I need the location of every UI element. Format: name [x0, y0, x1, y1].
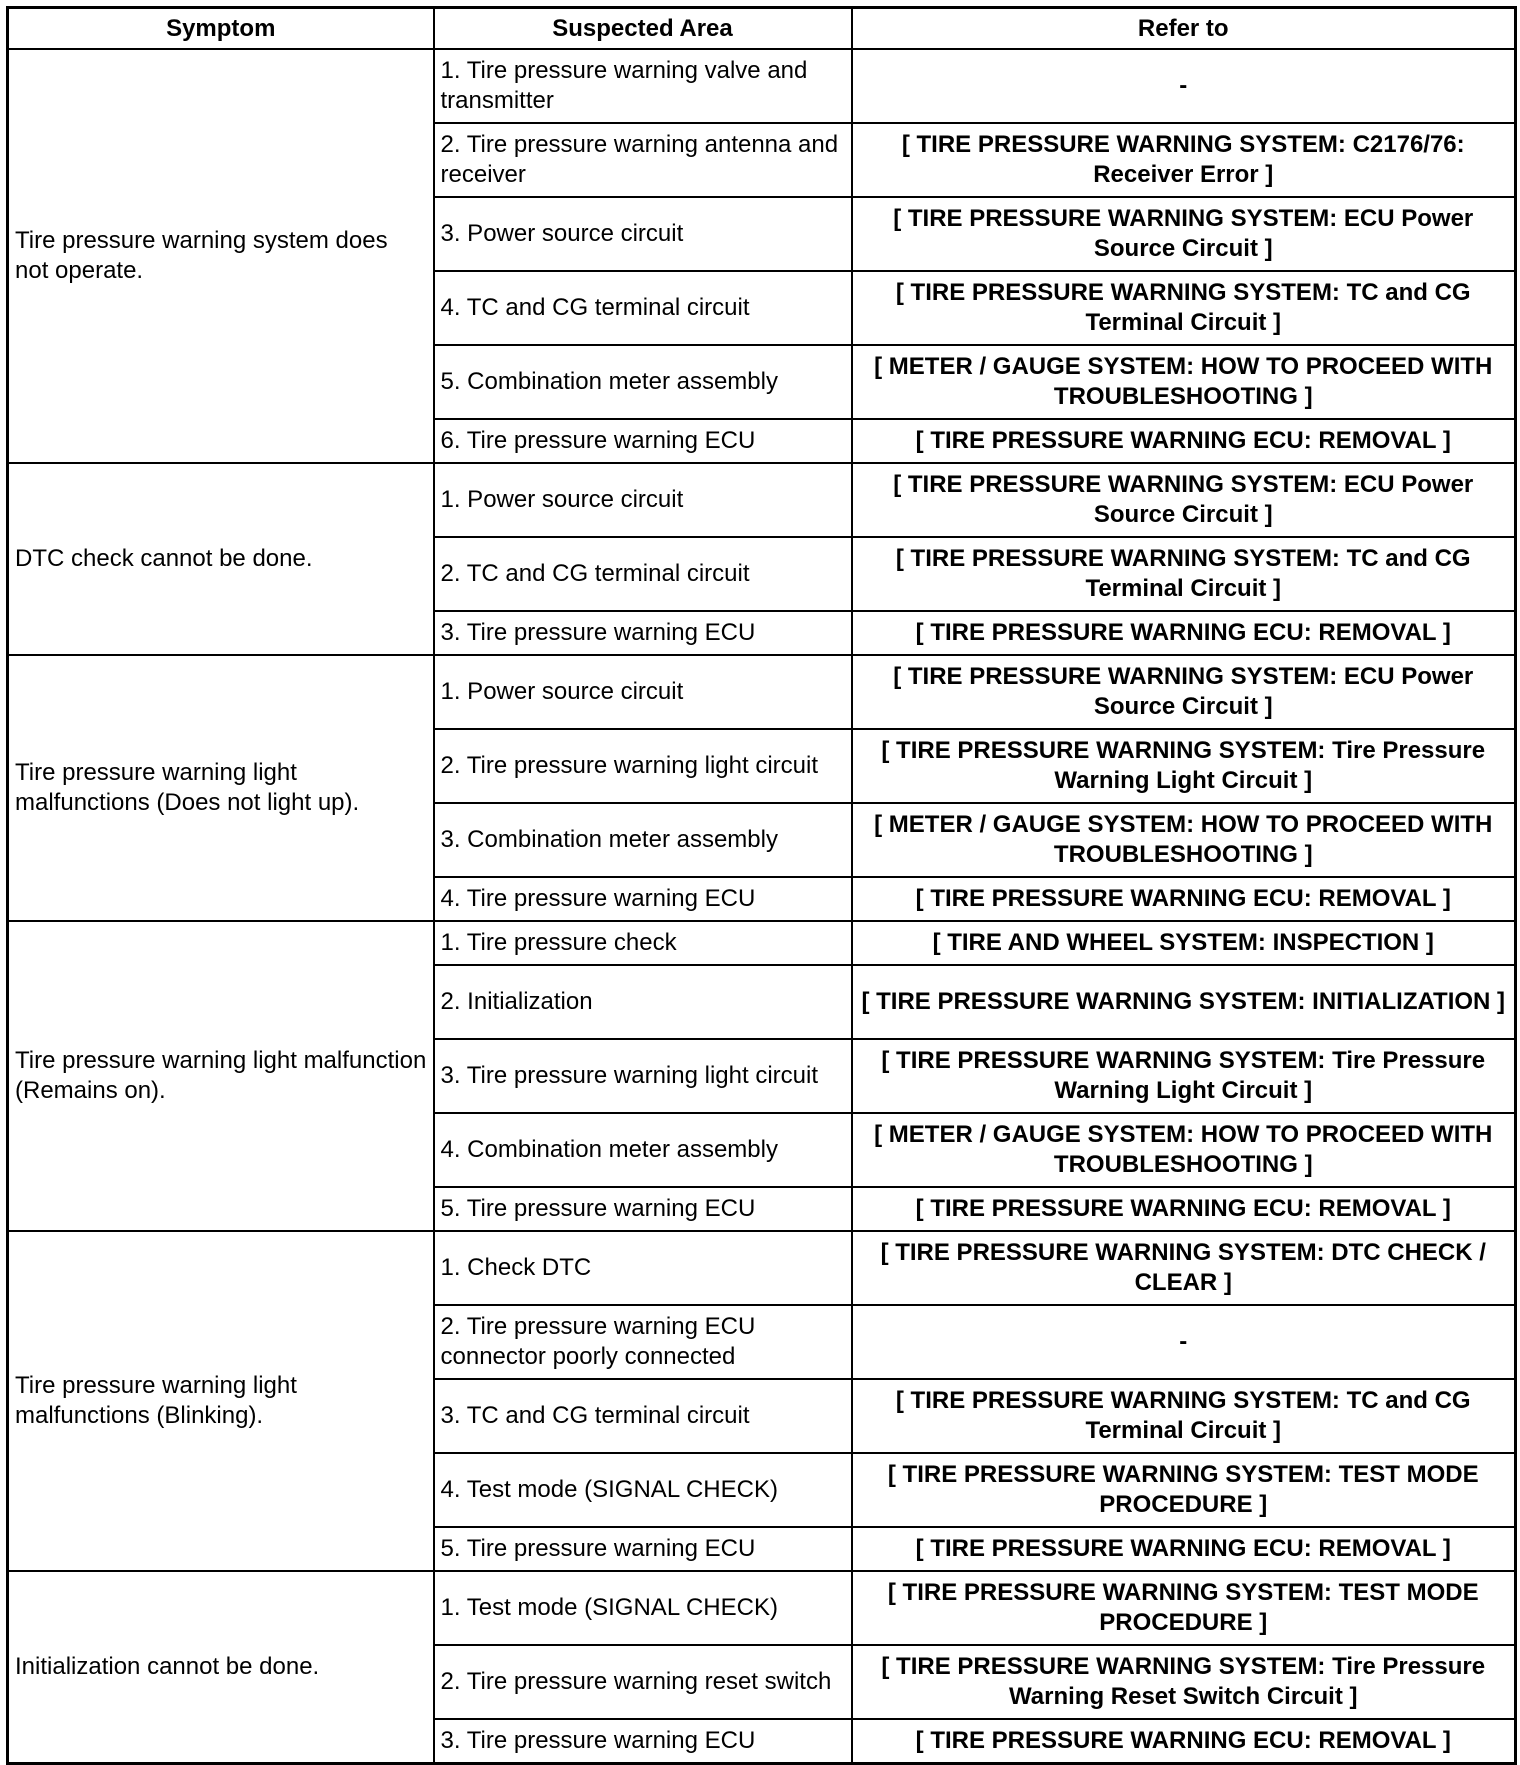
table-row: [8, 1571, 1516, 1645]
refer-to-cell: [ TIRE AND WHEEL SYSTEM: INSPECTION ]: [852, 921, 1516, 965]
suspected-area-cell: 2. Tire pressure warning light circuit: [434, 729, 852, 803]
refer-to-cell: [ TIRE PRESSURE WARNING ECU: REMOVAL ]: [852, 419, 1516, 463]
refer-to-cell: [ TIRE PRESSURE WARNING SYSTEM: ECU Power Source Circuit ]: [852, 655, 1516, 729]
refer-to-cell: [ TIRE PRESSURE WARNING SYSTEM: TC and CG Terminal Circuit ]: [852, 271, 1516, 345]
suspected-area-cell: 2. Tire pressure warning reset switch: [434, 1645, 852, 1719]
suspected-area-cell: 1. Tire pressure check: [434, 921, 852, 965]
suspected-area-cell: 5. Tire pressure warning ECU: [434, 1527, 852, 1571]
refer-to-cell: [ TIRE PRESSURE WARNING SYSTEM: Tire Pressure Warning Reset Switch Circuit ]: [852, 1645, 1516, 1719]
suspected-area-cell: 4. Tire pressure warning ECU: [434, 877, 852, 921]
table-row: [8, 1231, 1516, 1305]
refer-to-cell: [ TIRE PRESSURE WARNING SYSTEM: C2176/76: Receiver Error ]: [852, 123, 1516, 197]
table-body: [8, 49, 1516, 1764]
symptom-cell: Tire pressure warning light malfunction (Remains on).: [8, 921, 434, 1231]
table-row: [8, 463, 1516, 537]
refer-to-cell: -: [852, 49, 1516, 123]
suspected-area-cell: 1. Tire pressure warning valve and transmitter: [434, 49, 852, 123]
symptom-cell: Tire pressure warning system does not operate.: [8, 49, 434, 463]
refer-to-cell: [ TIRE PRESSURE WARNING SYSTEM: TC and CG Terminal Circuit ]: [852, 537, 1516, 611]
table-row: [8, 49, 1516, 123]
refer-to-cell: [ TIRE PRESSURE WARNING SYSTEM: TEST MODE PROCEDURE ]: [852, 1453, 1516, 1527]
suspected-area-cell: 3. Tire pressure warning ECU: [434, 611, 852, 655]
refer-to-cell: [ TIRE PRESSURE WARNING ECU: REMOVAL ]: [852, 611, 1516, 655]
table-row: [8, 921, 1516, 965]
suspected-area-cell: 5. Combination meter assembly: [434, 345, 852, 419]
refer-to-cell: [ TIRE PRESSURE WARNING ECU: REMOVAL ]: [852, 877, 1516, 921]
suspected-area-cell: 5. Tire pressure warning ECU: [434, 1187, 852, 1231]
suspected-area-cell: 4. Combination meter assembly: [434, 1113, 852, 1187]
refer-to-cell: [ TIRE PRESSURE WARNING SYSTEM: Tire Pressure Warning Light Circuit ]: [852, 729, 1516, 803]
refer-to-cell: [ TIRE PRESSURE WARNING SYSTEM: TEST MODE PROCEDURE ]: [852, 1571, 1516, 1645]
refer-to-cell: [ TIRE PRESSURE WARNING ECU: REMOVAL ]: [852, 1527, 1516, 1571]
symptom-cell: Tire pressure warning light malfunctions (Blinking).: [8, 1231, 434, 1571]
suspected-area-cell: 2. Tire pressure warning antenna and receiver: [434, 123, 852, 197]
symptom-cell: DTC check cannot be done.: [8, 463, 434, 655]
refer-to-cell: -: [852, 1305, 1516, 1379]
refer-to-cell: [ METER / GAUGE SYSTEM: HOW TO PROCEED WITH TROUBLESHOOTING ]: [852, 345, 1516, 419]
refer-to-cell: [ METER / GAUGE SYSTEM: HOW TO PROCEED WITH TROUBLESHOOTING ]: [852, 803, 1516, 877]
refer-to-cell: [ TIRE PRESSURE WARNING ECU: REMOVAL ]: [852, 1187, 1516, 1231]
troubleshooting-sheet: [6, 6, 1514, 1754]
refer-to-cell: [ TIRE PRESSURE WARNING ECU: REMOVAL ]: [852, 1719, 1516, 1764]
suspected-area-cell: 2. TC and CG terminal circuit: [434, 537, 852, 611]
refer-to-cell: [ TIRE PRESSURE WARNING SYSTEM: DTC CHECK / CLEAR ]: [852, 1231, 1516, 1305]
suspected-area-cell: 1. Power source circuit: [434, 655, 852, 729]
table-row: [8, 655, 1516, 729]
refer-to-cell: [ TIRE PRESSURE WARNING SYSTEM: TC and CG Terminal Circuit ]: [852, 1379, 1516, 1453]
symptom-cell: Tire pressure warning light malfunctions (Does not light up).: [8, 655, 434, 921]
symptom-cell: Initialization cannot be done.: [8, 1571, 434, 1764]
suspected-area-cell: 1. Check DTC: [434, 1231, 852, 1305]
refer-to-cell: [ TIRE PRESSURE WARNING SYSTEM: INITIALIZATION ]: [852, 965, 1516, 1039]
problem-symptoms-table: [6, 6, 1517, 1765]
header-refer-to: Refer to: [852, 8, 1516, 50]
header-row: [8, 8, 1516, 50]
suspected-area-cell: 3. Power source circuit: [434, 197, 852, 271]
header-symptom: Symptom: [8, 8, 434, 50]
suspected-area-cell: 3. Tire pressure warning ECU: [434, 1719, 852, 1764]
suspected-area-cell: 4. Test mode (SIGNAL CHECK): [434, 1453, 852, 1527]
suspected-area-cell: 4. TC and CG terminal circuit: [434, 271, 852, 345]
suspected-area-cell: 1. Test mode (SIGNAL CHECK): [434, 1571, 852, 1645]
suspected-area-cell: 3. TC and CG terminal circuit: [434, 1379, 852, 1453]
refer-to-cell: [ METER / GAUGE SYSTEM: HOW TO PROCEED WITH TROUBLESHOOTING ]: [852, 1113, 1516, 1187]
suspected-area-cell: 2. Tire pressure warning ECU connector poorly connected: [434, 1305, 852, 1379]
suspected-area-cell: 3. Combination meter assembly: [434, 803, 852, 877]
suspected-area-cell: 2. Initialization: [434, 965, 852, 1039]
suspected-area-cell: 6. Tire pressure warning ECU: [434, 419, 852, 463]
header-suspected-area: Suspected Area: [434, 8, 852, 50]
suspected-area-cell: 3. Tire pressure warning light circuit: [434, 1039, 852, 1113]
refer-to-cell: [ TIRE PRESSURE WARNING SYSTEM: ECU Power Source Circuit ]: [852, 197, 1516, 271]
refer-to-cell: [ TIRE PRESSURE WARNING SYSTEM: ECU Power Source Circuit ]: [852, 463, 1516, 537]
refer-to-cell: [ TIRE PRESSURE WARNING SYSTEM: Tire Pressure Warning Light Circuit ]: [852, 1039, 1516, 1113]
suspected-area-cell: 1. Power source circuit: [434, 463, 852, 537]
